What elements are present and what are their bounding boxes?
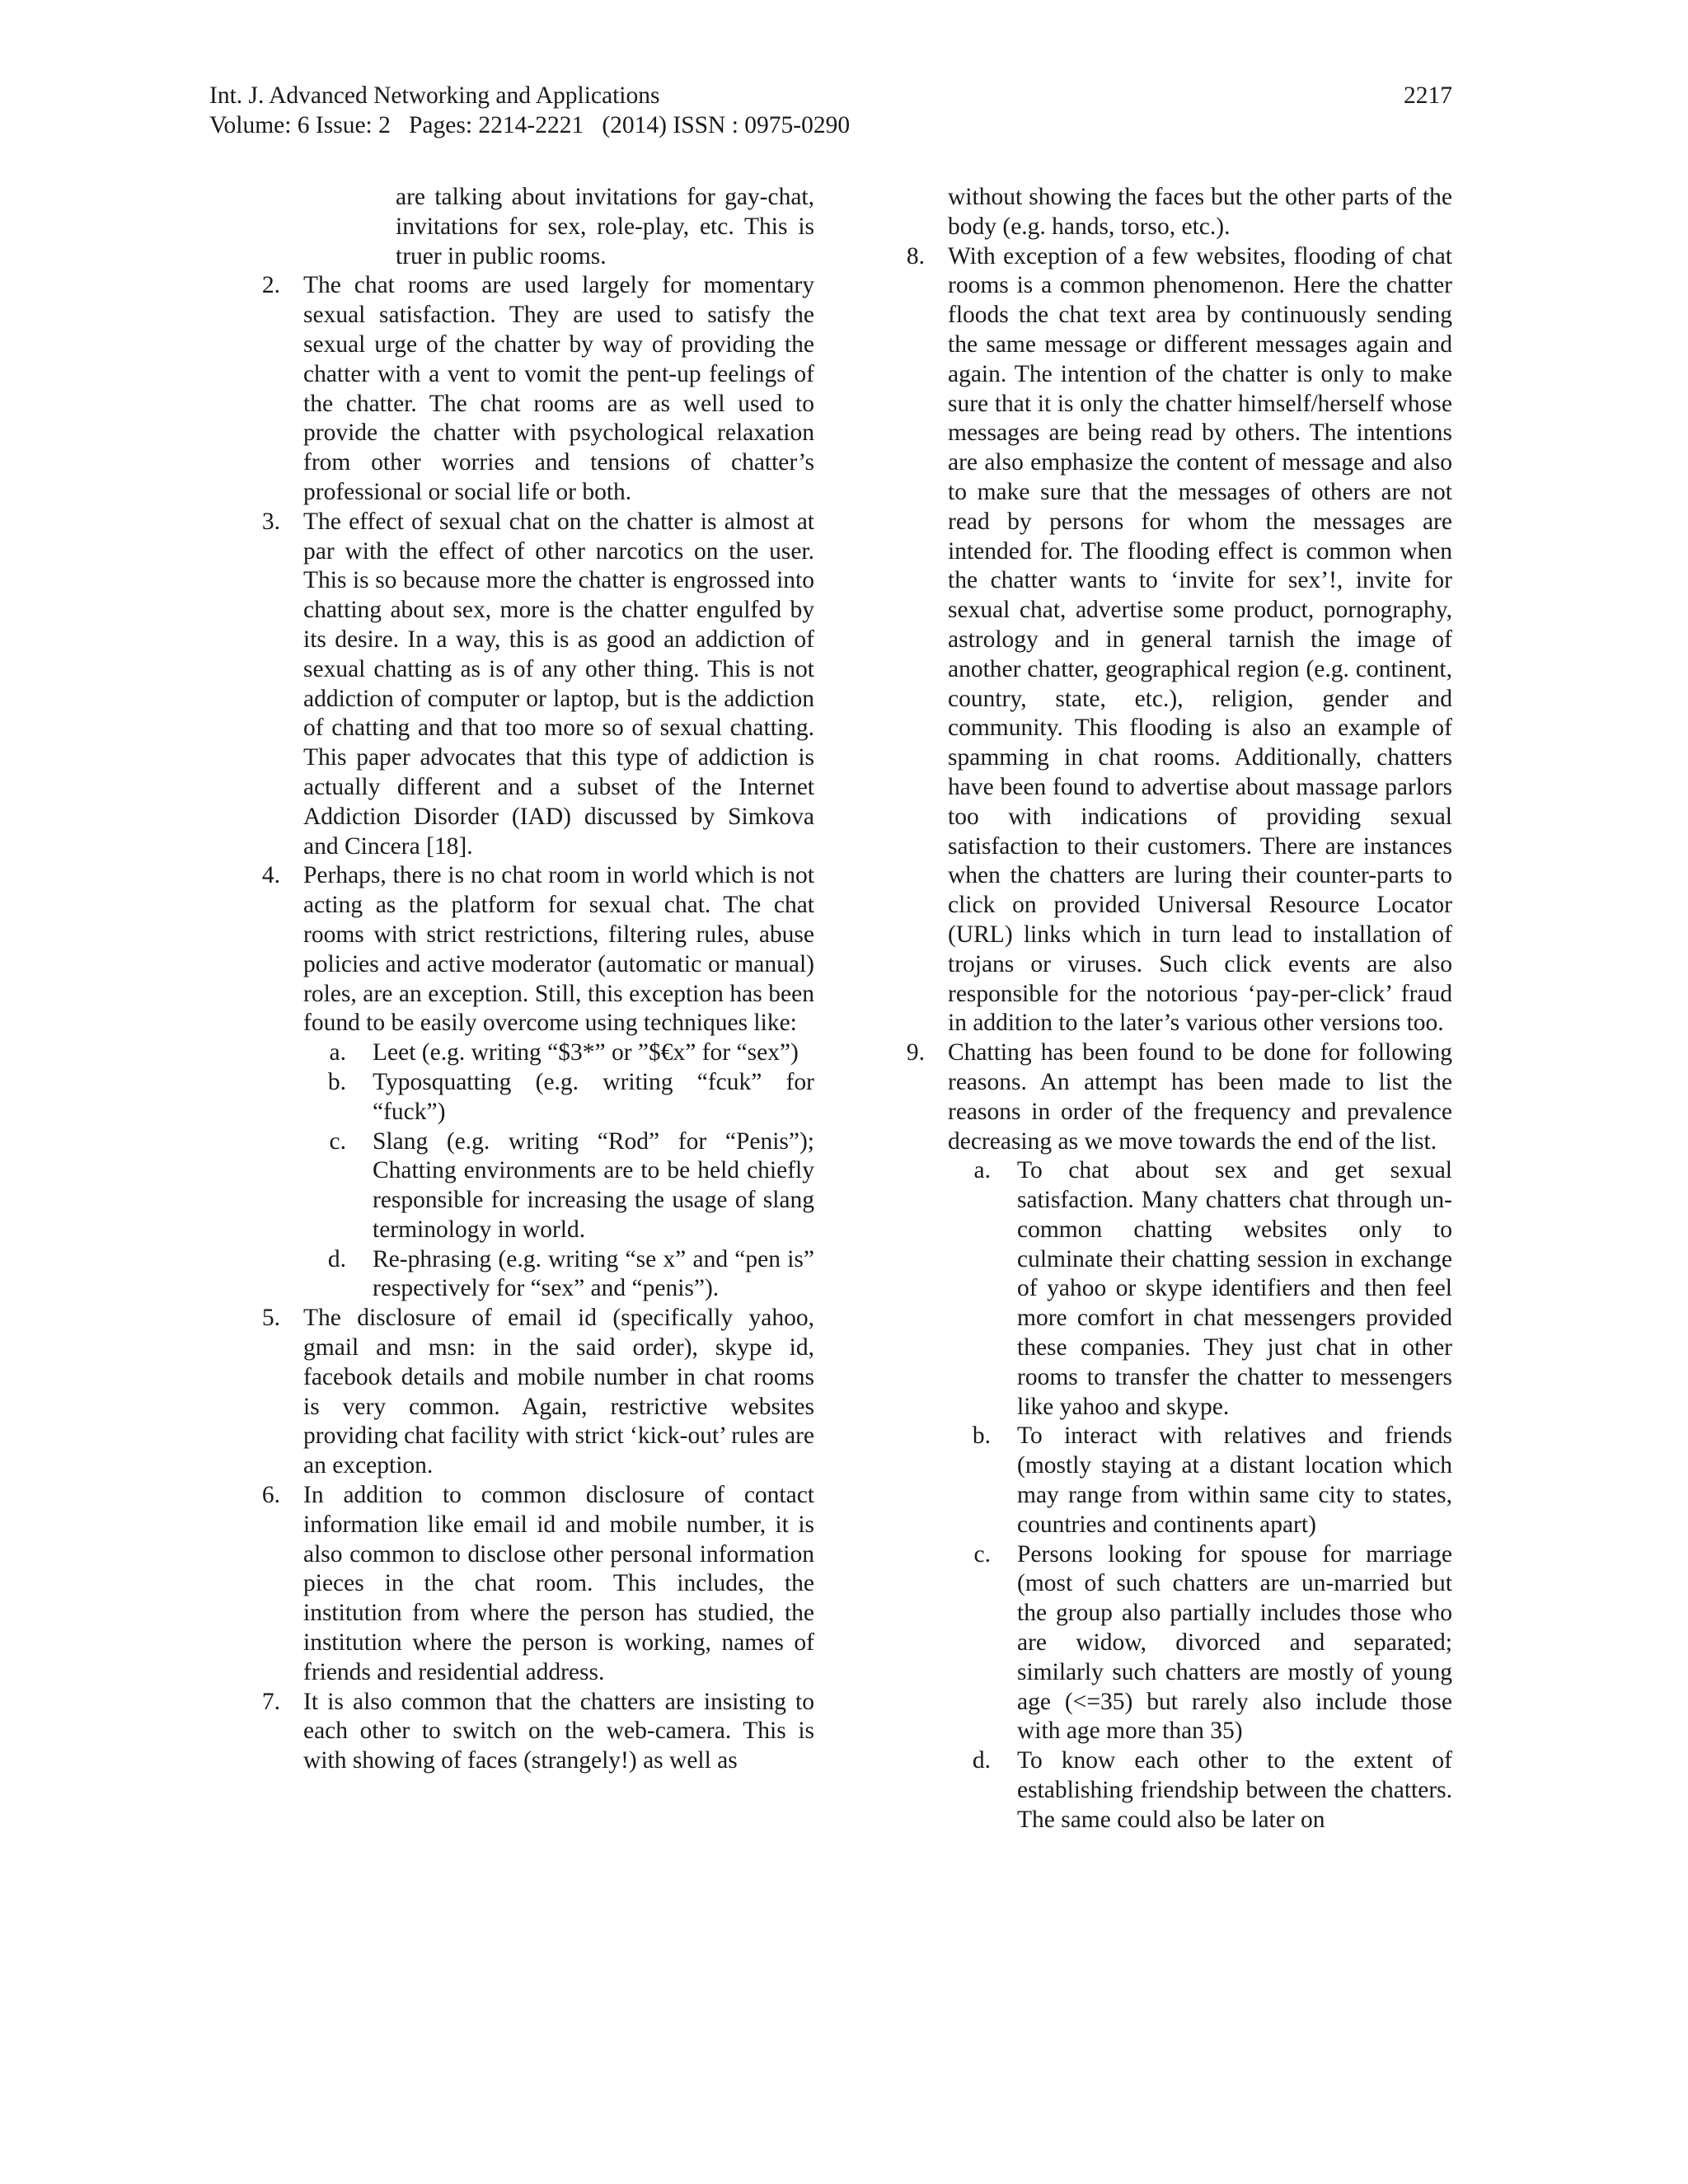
- sub-list-letter: c.: [973, 1540, 991, 1568]
- list-item-text: In addition to common disclosure of contact information like email id and mobile number, it is also common to disclose other personal information pieces in the chat room. This includes, the institution from where the person has studied, the institution where the person is working, names of friends and residential address.: [303, 1482, 814, 1685]
- sub-list-text: To chat about sex and get sexual satisfaction. Many chatters chat through un-common chatting websites only to culminate their chatting session in exchange of yahoo or skype identifiers and then feel more comfort in chat messengers provided these companies. They just chat in other rooms to transfer the chatter to messengers like yahoo and skype.: [1017, 1157, 1452, 1420]
- list-item: [892, 1038, 1452, 1156]
- sub-list-letter: b.: [327, 1068, 346, 1095]
- journal-title: Int. J. Advanced Networking and Applications: [209, 82, 660, 109]
- sub-list-item: [948, 1422, 1452, 1540]
- numbered-list: [892, 242, 1452, 1157]
- list-number: 8.: [906, 242, 925, 269]
- list-number: 3.: [261, 508, 280, 535]
- sub-list-item: [303, 1127, 814, 1245]
- list-item-text: The effect of sexual chat on the chatter is almost at par with the effect of other narcotics on the user. This is so because more the chatter is engrossed into chatting about sex, more is the chatter engulfed by its desire. In a way, this is as good an addiction of sexual chatting as is of any other thing. This is not addiction of computer or laptop, but is the addiction of chatting and that too more so of sexual chatting. This paper advocates that this type of addiction is actually different and a subset of the Internet Addiction Disorder (IAD) discussed by Simkova and Cincera [18].: [303, 508, 814, 860]
- list-number: 7.: [261, 1688, 280, 1715]
- list-number: 9.: [906, 1039, 925, 1066]
- volume-line: Volume: 6 Issue: 2 Pages: 2214-2221 (2014) ISSN : 0975-0290: [209, 112, 851, 138]
- sub-list-item: [948, 1746, 1452, 1835]
- list-item-text: With exception of a few websites, flooding of chat rooms is a common phenomenon. Here the chatter floods the chat text area by continuously sending the same message or different messages again and again. The intention of the chatter is only to make sure that it is only the chatter himself/herself whose messages are being read by others. The intentions are also emphasize the content of message and also to make sure that the messages of others are not read by persons for whom the messages are intended for. The flooding effect is common when the chatter wants to ‘invite for sex’!, invite for sexual chat, advertise some product, pornography, astrology and in general tarnish the image of another chatter, geographical region (e.g. continent, country, state, etc.), religion, gender and community. This flooding is also an example of spamming in chat rooms. Additionally, chatters have been found to advertise about massage parlors too with indications of providing sexual satisfaction to their customers. There are instances when the chatters are luring their counter-parts to click on provided Universal Resource Locator (URL) links which in turn lead to installation of trojans or viruses. Such click events are also responsible for the notorious ‘pay-per-click’ fraud in addition to the later’s various other versions too.: [948, 242, 1452, 1037]
- list-item-text: The disclosure of email id (specifically yahoo, gmail and msn: in the said order), skype id, facebook details and mobile number in chat rooms is very common. Again, restrictive websites providing chat facility with strict ‘kick-out’ rules are an exception.: [303, 1305, 814, 1479]
- list-number: 4.: [261, 862, 280, 889]
- right-column: [892, 183, 1452, 1835]
- sub-list-letter: a.: [329, 1039, 346, 1066]
- list-item: [247, 508, 814, 862]
- list-number: 2.: [261, 272, 280, 299]
- list-item: [247, 1481, 814, 1688]
- list-item-text: Chatting has been found to be done for following reasons. An attempt has been made to list the reasons in order of the frequency and prevalence decreasing as we move towards the end of the list.: [948, 1039, 1452, 1155]
- sub-list-item: [948, 1540, 1452, 1747]
- list-item: [892, 242, 1452, 1039]
- list-item: [247, 861, 814, 1038]
- list-item-text: It is also common that the chatters are insisting to each other to switch on the web-camera. This is with showing of faces (strangely!) as well as: [303, 1688, 814, 1774]
- list-item-text: The chat rooms are used largely for momentary sexual satisfaction. They are used to satisfy the sexual urge of the chatter by way of providing the chatter with a vent to vomit the pent-up feelings of the chatter. The chat rooms are as well used to provide the chatter with psychological relaxation from other worries and tensions of chatter’s professional or social life or both.: [303, 272, 814, 505]
- sub-list-text: To know each other to the extent of establishing friendship between the chatters. The same could also be later on: [1017, 1747, 1452, 1833]
- left-column: [247, 183, 814, 1776]
- list-item: [247, 1304, 814, 1481]
- sub-list-letter: d.: [327, 1245, 346, 1272]
- list-item-text: Perhaps, there is no chat room in world which is not acting as the platform for sexual chat. The chat rooms with strict restrictions, filtering rules, abuse policies and active moderator (automatic or manual) roles, are an exception. Still, this exception has been found to be easily overcome using techniques like:: [303, 862, 814, 1037]
- numbered-list: [247, 1304, 814, 1776]
- sub-list-text: To interact with relatives and friends (mostly staying at a distant location which may range from within same city to states, countries and continents apart): [1017, 1422, 1452, 1538]
- sub-list-text: Leet (e.g. writing “$3*” or ”$€x” for “sex”): [373, 1039, 799, 1066]
- page-number: 2217: [1404, 82, 1452, 109]
- sub-list-text: Persons looking for spouse for marriage (most of such chatters are un-married but the group also partially includes those who are widow, divorced and separated; similarly such chatters are mostly of young age (<=35) but rarely also include those with age more than 35): [1017, 1540, 1452, 1745]
- lettered-list: [948, 1156, 1452, 1835]
- list-number: 5.: [261, 1305, 280, 1332]
- sub-list-letter: c.: [329, 1127, 346, 1155]
- numbered-list: [247, 271, 814, 1038]
- running-header: [209, 81, 850, 140]
- sub-list-item: [303, 1245, 814, 1305]
- sub-list-letter: b.: [972, 1422, 991, 1450]
- list-item: [247, 271, 814, 507]
- sub-list-text: Re-phrasing (e.g. writing “se x” and “pen is” respectively for “sex” and “penis”).: [373, 1245, 814, 1302]
- continued-paragraph: without showing the faces but the other parts of the body (e.g. hands, torso, etc.).: [948, 184, 1452, 240]
- sub-list-letter: a.: [973, 1157, 991, 1184]
- list-number: 6.: [261, 1482, 280, 1509]
- sub-list-text: Slang (e.g. writing “Rod” for “Penis”); Chatting environments are to be held chiefly responsible for increasing the usage of slang terminology in world.: [373, 1127, 814, 1243]
- sub-list-text: Typosquatting (e.g. writing “fcuk” for “fuck”): [373, 1068, 814, 1125]
- list-item: [247, 1688, 814, 1776]
- sub-list-item: [948, 1156, 1452, 1422]
- sub-list-item: [303, 1068, 814, 1127]
- sub-list-letter: d.: [972, 1747, 991, 1774]
- continued-paragraph: are talking about invitations for gay-chat, invitations for sex, role-play, etc. This is truer in public rooms.: [396, 184, 814, 269]
- lettered-list: [303, 1038, 814, 1304]
- sub-list-item: [303, 1038, 814, 1068]
